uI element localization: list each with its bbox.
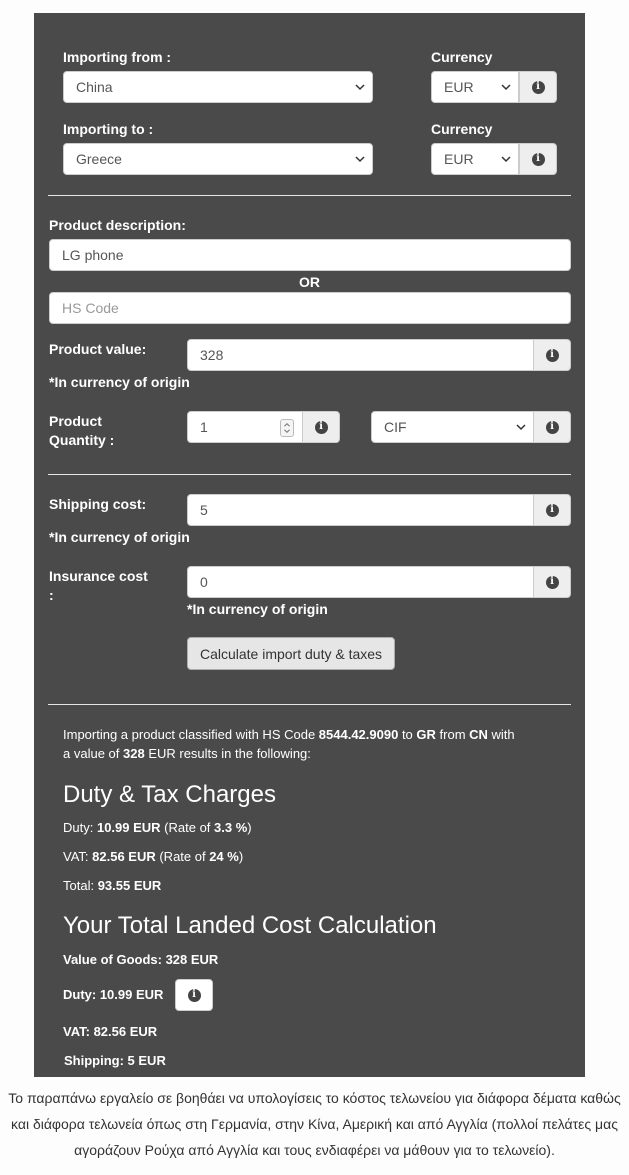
destination-currency-info-button[interactable] xyxy=(519,143,557,175)
hs-code-input[interactable] xyxy=(49,292,571,324)
insurance-label-line1: Insurance cost xyxy=(49,568,148,584)
summary-text: Importing a product classified with HS Code xyxy=(63,727,319,742)
importing-from-label: Importing from : xyxy=(63,49,172,65)
vat-rate-text: ) xyxy=(238,849,244,864)
or-separator: OR xyxy=(299,274,320,290)
product-description-input[interactable] xyxy=(49,239,571,271)
summary-text: EUR results in the following: xyxy=(144,746,311,761)
hs-code-placeholder: HS Code xyxy=(62,300,119,316)
vat-line xyxy=(63,847,243,866)
insurance-cost-value: 0 xyxy=(200,574,208,590)
chevron-down-icon xyxy=(355,154,365,164)
insurance-info-button[interactable] xyxy=(533,566,571,598)
calculate-button[interactable]: Calculate import duty & taxes xyxy=(187,637,395,670)
summary-to-code: GR xyxy=(416,727,436,742)
chevron-down-icon xyxy=(501,82,511,92)
info-icon: i xyxy=(546,421,559,434)
calculator-panel xyxy=(34,13,585,1077)
duty-tax-heading: Duty & Tax Charges xyxy=(63,781,276,808)
landed-cost-heading: Your Total Landed Cost Calculation xyxy=(63,912,437,939)
insurance-label-line2: : xyxy=(49,587,54,603)
chevron-down-icon xyxy=(355,82,365,92)
product-value-text: 328 xyxy=(200,347,224,363)
landed-vat-line: VAT: 82.56 EUR xyxy=(63,1024,158,1039)
product-value-input[interactable] xyxy=(187,339,534,371)
vat-rate-text: (Rate of xyxy=(155,849,210,864)
info-icon: i xyxy=(532,81,545,94)
info-icon: i xyxy=(546,504,559,517)
spinner-icon[interactable] xyxy=(280,419,294,437)
summary-text: from xyxy=(435,727,470,742)
origin-country-value: China xyxy=(76,79,113,95)
summary-text: a value of xyxy=(63,746,123,761)
vat-label: VAT: xyxy=(63,849,93,864)
origin-currency-value: EUR xyxy=(444,79,474,95)
duty-line xyxy=(63,818,252,837)
landed-duty-info-button[interactable] xyxy=(175,979,213,1011)
origin-currency-info-button[interactable] xyxy=(519,71,557,103)
divider xyxy=(48,474,571,475)
page-caption: Το παραπάνω εργαλείο σε βοηθάει να υπολογίσεις το κόστος τελωνείου για διάφορα δέματα καθώς και διάφορα τελωνεία όπως στη Γερμανία, στην Κίνα, Αμερική και από Αγγλία (πολλοί πελάτες μας αγοράζουν Ρούχα από Αγγλία και τους ενδιαφέρει να μάθουν για το τελωνείο). xyxy=(8,1090,621,1158)
info-icon: i xyxy=(532,153,545,166)
summary-value: 328 xyxy=(123,746,145,761)
result-summary xyxy=(63,725,563,763)
incoterm-info-button[interactable] xyxy=(533,411,571,443)
divider xyxy=(48,704,571,705)
currency-to-label: Currency xyxy=(431,121,493,137)
info-icon: i xyxy=(188,989,201,1002)
summary-text: with xyxy=(487,727,515,742)
origin-country-select[interactable] xyxy=(63,71,373,103)
quantity-info-button[interactable] xyxy=(302,411,340,443)
info-icon: i xyxy=(315,421,328,434)
divider xyxy=(48,195,571,196)
total-amount: 93.55 EUR xyxy=(97,878,162,893)
product-value-info-button[interactable] xyxy=(533,339,571,371)
shipping-cost-label: Shipping cost: xyxy=(49,496,147,512)
quantity-label-line1: Product xyxy=(49,413,102,429)
incoterm-select[interactable] xyxy=(371,411,534,443)
duty-label: Duty: xyxy=(63,820,97,835)
info-icon: i xyxy=(546,349,559,362)
shipping-info-button[interactable] xyxy=(533,494,571,526)
goods-value-line: Value of Goods: 328 EUR xyxy=(63,952,219,967)
destination-country-value: Greece xyxy=(76,151,122,167)
shipping-note: *In currency of origin xyxy=(49,529,190,545)
total-label: Total: xyxy=(63,878,98,893)
quantity-stepper[interactable] xyxy=(187,411,303,443)
currency-from-label: Currency xyxy=(431,49,493,65)
duty-rate-text: ) xyxy=(247,820,252,835)
info-icon: i xyxy=(546,576,559,589)
product-value-note: *In currency of origin xyxy=(49,374,190,390)
insurance-cost-input[interactable] xyxy=(187,566,534,598)
summary-hs-code: 8544.42.9090 xyxy=(318,727,399,742)
vat-rate: 24 % xyxy=(209,849,239,864)
quantity-value: 1 xyxy=(200,419,208,435)
destination-currency-select[interactable] xyxy=(431,143,519,175)
summary-from-code: CN xyxy=(469,727,488,742)
duty-rate: 3.3 % xyxy=(214,820,248,835)
origin-currency-select[interactable] xyxy=(431,71,519,103)
importing-to-label: Importing to : xyxy=(63,121,154,137)
total-line xyxy=(63,876,161,895)
product-description-value: LG phone xyxy=(62,247,124,263)
product-description-label: Product description: xyxy=(49,217,186,233)
destination-currency-value: EUR xyxy=(444,151,474,167)
shipping-cost-input[interactable] xyxy=(187,494,534,526)
insurance-note: *In currency of origin xyxy=(187,601,328,617)
chevron-down-icon xyxy=(516,422,526,432)
landed-duty-line: Duty: 10.99 EUR xyxy=(63,987,164,1002)
incoterm-value: CIF xyxy=(384,419,407,435)
landed-shipping-line: Shipping: 5 EUR xyxy=(64,1053,166,1068)
shipping-cost-value: 5 xyxy=(200,502,208,518)
summary-text: to xyxy=(398,727,417,742)
destination-country-select[interactable] xyxy=(63,143,373,175)
chevron-down-icon xyxy=(501,154,511,164)
vat-amount: 82.56 EUR xyxy=(92,849,156,864)
product-value-label: Product value: xyxy=(49,341,147,357)
duty-rate-text: (Rate of xyxy=(160,820,215,835)
duty-amount: 10.99 EUR xyxy=(96,820,161,835)
quantity-label-line2: Quantity : xyxy=(49,432,115,448)
